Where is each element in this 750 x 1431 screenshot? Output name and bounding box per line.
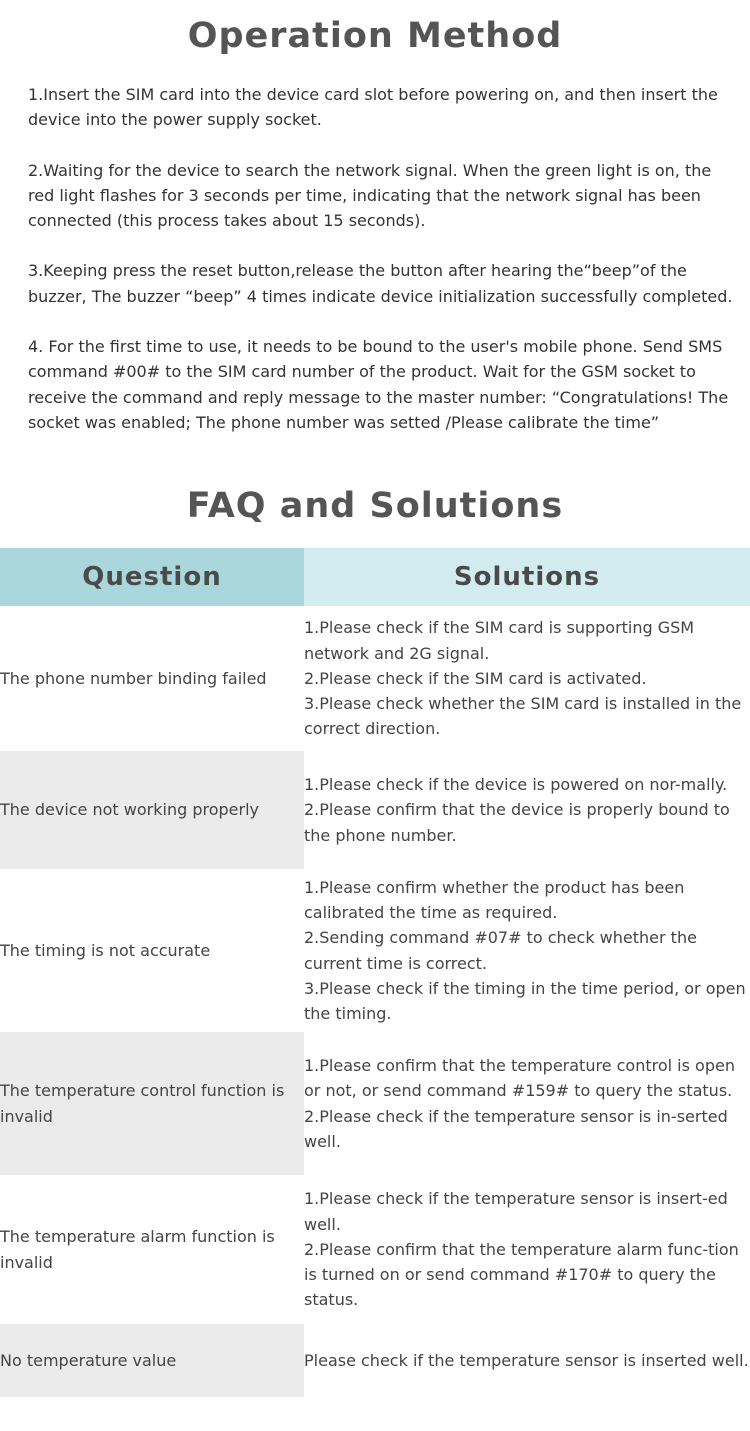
faq-row xyxy=(0,1324,750,1397)
faq-question: The device not working properly xyxy=(0,751,304,869)
faq-solution-line: 3.Please check whether the SIM card is installed in the correct direction. xyxy=(304,694,742,739)
faq-row xyxy=(0,869,750,1032)
faq-solution-line: 1.Please check if the device is powered on nor-mally. xyxy=(304,775,728,795)
faq-solution-line: 2.Please confirm that the temperature alarm func-tion is turned on or send command #170# to query the status. xyxy=(304,1239,739,1310)
faq-question: No temperature value xyxy=(0,1324,304,1397)
faq-solution-line: 2.Please check if the temperature sensor is in-serted well. xyxy=(304,1106,728,1151)
faq-row xyxy=(0,606,750,751)
faq-solutions xyxy=(304,1175,750,1324)
faq-solution-line: Please check if the temperature sensor is inserted well. xyxy=(304,1350,749,1370)
operation-step: 3.Keeping press the reset button,release the button after hearing the“beep”of the buzzer, The buzzer “beep” 4 times indicate device initialization successfully completed. xyxy=(28,261,733,306)
faq-title: FAQ and Solutions xyxy=(186,486,564,526)
faq-header-row xyxy=(0,548,750,606)
faq-question: The timing is not accurate xyxy=(0,869,304,1032)
faq-row xyxy=(0,1032,750,1175)
faq-solutions xyxy=(304,1324,750,1397)
faq-solution-line: 1.Please confirm that the temperature control is open or not, or send command #159# to query the status. xyxy=(304,1055,735,1101)
solutions-column-header: Solutions xyxy=(304,548,750,606)
faq-solutions xyxy=(304,869,750,1032)
faq-solutions xyxy=(304,1032,750,1175)
faq-solutions xyxy=(304,751,750,869)
faq-solution-line: 2.Please confirm that the device is properly bound to the phone number. xyxy=(304,800,730,845)
faq-table xyxy=(0,548,750,1397)
operation-steps xyxy=(28,82,740,460)
faq-solution-line: 3.Please check if the timing in the time period, or open the timing. xyxy=(304,978,746,1024)
operation-step: 1.Insert the SIM card into the device card slot before powering on, and then insert the device into the power supply socket. xyxy=(28,85,718,130)
question-column-header: Question xyxy=(0,548,304,606)
faq-solution-line: 1.Please check if the SIM card is supporting GSM network and 2G signal. xyxy=(304,618,695,663)
faq-row xyxy=(0,751,750,869)
faq-question: The temperature alarm function is invalid xyxy=(0,1175,304,1324)
operation-step: 2.Waiting for the device to search the network signal. When the green light is on, the red light flashes for 3 seconds per time, indicating that the network signal has been connected (this process takes about 15 seconds). xyxy=(28,160,712,231)
faq-row xyxy=(0,1175,750,1324)
faq-solution-line: 1.Please check if the temperature sensor is insert-ed well. xyxy=(304,1189,728,1234)
faq-question: The temperature control function is invalid xyxy=(0,1032,304,1175)
faq-solution-line: 2.Sending command #07# to check whether the current time is correct. xyxy=(304,928,697,973)
operation-step: 4. For the first time to use, it needs to be bound to the user's mobile phone. Send SMS command #00# to the SIM card number of the product. Wait for the GSM socket to receive the command and reply message to the master number: “Congratulations! The socket was enabled; The phone number was setted /Please calibrate the time” xyxy=(28,337,729,432)
faq-question: The phone number binding failed xyxy=(0,606,304,751)
faq-solutions xyxy=(304,606,750,751)
faq-solution-line: 1.Please confirm whether the product has been calibrated the time as required. xyxy=(304,877,685,922)
faq-solution-line: 2.Please check if the SIM card is activated. xyxy=(304,668,647,688)
operation-method-title: Operation Method xyxy=(187,16,563,56)
